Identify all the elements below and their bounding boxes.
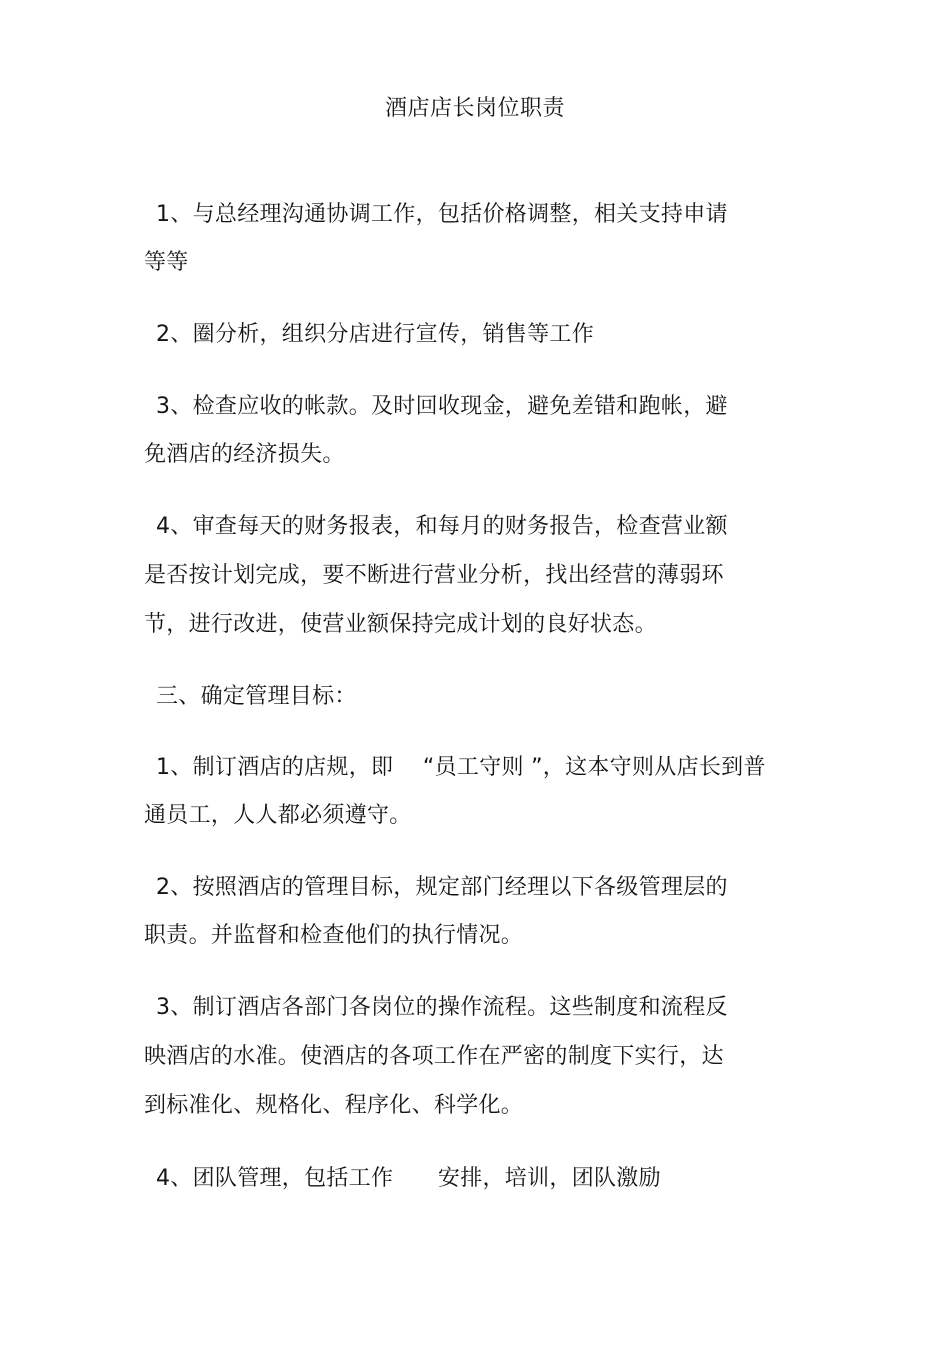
text-line: 4、团队管理，包括工作 安排，培训，团队激励 (156, 1166, 661, 1191)
text-line: 3、制订酒店各部门各岗位的操作流程。这些制度和流程反 (156, 995, 728, 1020)
text-line: 3、检查应收的帐款。及时回收现金，避免差错和跑帐，避 (156, 394, 728, 419)
text-line: 4、审查每天的财务报表，和每月的财务报告，检查营业额 (156, 514, 728, 539)
document-title: 酒店店长岗位职责 (384, 96, 565, 121)
text-line: 1、与总经理沟通协调工作，包括价格调整，相关支持申请 (156, 202, 728, 227)
text-line: 到标准化、规格化、程序化、科学化。 (144, 1093, 524, 1118)
text-line: 通员工，人人都必须遵守。 (144, 803, 412, 828)
text-line: 等等 (144, 250, 189, 275)
text-line: 1、制订酒店的店规，即 “员工守则 ”，这本守则从店长到普 (156, 755, 766, 780)
text-line: 职责。并监督和检查他们的执行情况。 (144, 923, 524, 948)
text-line: 是否按计划完成，要不断进行营业分析，找出经营的薄弱环 (144, 563, 724, 588)
section-heading: 三、确定管理目标： (156, 684, 357, 709)
text-line: 2、圈分析，组织分店进行宣传，销售等工作 (156, 322, 594, 347)
text-line: 节，进行改进，使营业额保持完成计划的良好状态。 (144, 612, 657, 637)
text-line: 映酒店的水准。使酒店的各项工作在严密的制度下实行，达 (144, 1044, 724, 1069)
text-line: 2、按照酒店的管理目标，规定部门经理以下各级管理层的 (156, 875, 728, 900)
text-line: 免酒店的经济损失。 (144, 442, 345, 467)
